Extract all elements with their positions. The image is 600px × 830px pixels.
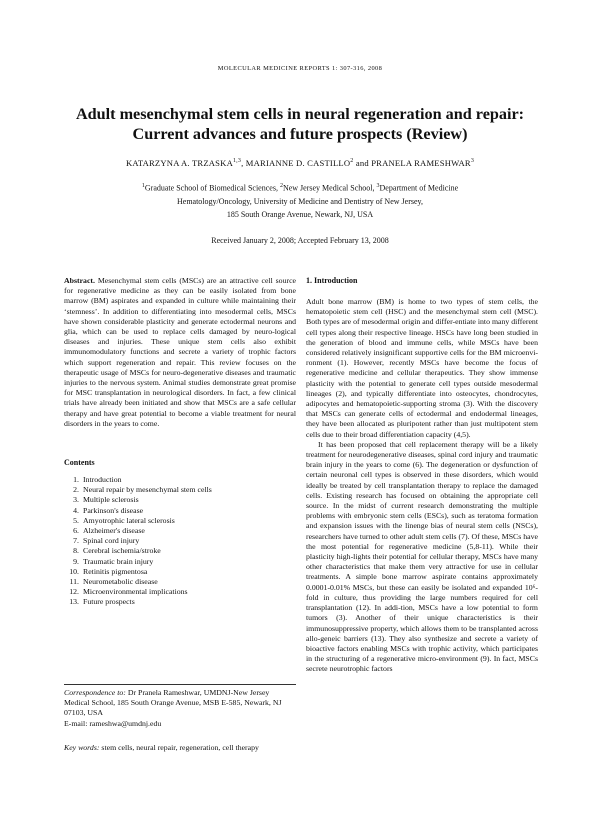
contents-item-label: Retinitis pigmentosa <box>83 566 148 576</box>
contents-item-number: 10. <box>69 566 79 576</box>
author-list: KATARZYNA A. TRZASKA$^{1,3}$, MARIANNE D. CASTILLO$^2$ and PRANELA RAMESHWAR$^3$ <box>125 158 475 168</box>
keywords-text: stem cells, neural repair, regeneration, cell therapy <box>101 743 259 752</box>
introduction-body <box>306 297 538 675</box>
contents-item-label: Spinal cord injury <box>83 536 140 546</box>
correspondence <box>64 688 296 729</box>
contents-item-label: Introduction <box>83 475 122 484</box>
contents-item-label: Multiple sclerosis <box>83 495 139 505</box>
abstract <box>64 276 296 429</box>
correspondence-email: E-mail: rameshwa@umdnj.edu <box>64 718 162 728</box>
contents-item <box>67 546 287 556</box>
contents-item <box>67 536 287 546</box>
contents-item <box>67 506 287 516</box>
contents-item <box>67 567 287 577</box>
contents-item <box>67 577 287 587</box>
introduction-heading: 1. Introduction <box>306 276 358 285</box>
contents-item-number: 3. <box>73 495 79 505</box>
contents-item <box>67 587 287 597</box>
contents-item-label: Cerebral ischemia/stroke <box>83 546 161 556</box>
contents-item <box>67 495 287 505</box>
contents-item-number: 5. <box>73 515 79 525</box>
abstract-text: Mesenchymal stem cells (MSCs) are an attractive cell source for regenerative medicine as they can be easily isolated from bone marrow (BM) aspirates and expanded in culture while maintaining their ‘stemness’. In addition to differentiating into mesodermal cells, MSCs have shown considerable plasticity and generate ectodermal neurons and glia, which can be used to replace cells damaged by neuro-logical diseases and injuries. These unique stem cells also exhibit immunomodulatory functions and secrete a variety of trophic factors which support regeneration and repair. This review focuses on the therapeutic usage of MSCs for neuro-degenerative diseases and traumatic injuries to the nervous system. Animal studies demonstrate great promise for MSC transplantation in neurological disorders. In fact, a few clinical trials have already been initiated and show that MSCs are a safe cellular therapy and have great potential to become a viable treatment for neural disorders in the years to come. <box>64 276 296 428</box>
paragraph: Adult bone marrow (BM) is home to two types of stem cells, the hematopoietic stem cell (HSC) and the mesenchymal stem cell (MSC). Both types are of mesodermal origin and differ-entiate into many different cell types along their respective lineage. HSCs have long been studied in the generation of blood and immune cells, while MSCs have been considered relatively insignificant supportive cells for the BM microenvi-ronment (1). However, recently MSCs have become the focus of regenerative medicine and cellular therapeutics. They show immense plasticity with the potential to generate cell types outside mesodermal lineages (2), and typically differentiate into osteocytes, chondrocytes, adipocytes and hematopoietic-supporting stroma (3). With the discovery that MSCs can generate cells of ectodermal and endodermal lineages, they have been allocated as pluripotent rather than just multipotent stem cells due to their broad differentiation capacity (4,5). <box>306 297 538 439</box>
running-head: MOLECULAR MEDICINE REPORTS 1: 307-316, 2008 <box>217 65 383 72</box>
paragraph: It has been proposed that cell replacement therapy will be a likely treatment for neurodegenerative diseases, spinal cord injury and traumatic brain injury in the years to come (6). The degeneration or dysfunction of certain neuronal cell types is observed in these disorders, which would ideally be treated by cell transplantation therapy to replace the damaged cells. Existing research has focused on obtaining the appropriate cell source. In the midst of current research demonstrating the multiple problems with embryonic stem cells (ESCs), such as teratoma formation and expansion issues with the linenge bias of neural stem cells (NSCs), researchers have turned to other adult stem cells (7). Of these, MSCs have the most potential for regenerative medicine (5,8-11). While their plasticity high-lights their potential for cellular therapy, MSCs have many other characteristics that make them very attractive for use in cellular treatments. A simple bone marrow aspirate contains approximately 0.0001-0.01% MSCs, but these can easily be isolated and expanded 10⁶-fold in culture, thus providing the large numbers required for cell transplantation (12). In addi-tion, MSCs have a low potential to form tumors (3). Another of their unique characteristics is their immunosuppressive property, which allows them to be transplanted across allo-geneic barriers (13). They also synthesize and secrete a variety of bioactive factors enabling MSCs with trophic activity, which participates in the structuring of a regenerative micro-environment (9). In fact, MSCs secrete neurotrophic factors <box>306 439 538 674</box>
contents-item-label: Neural repair by mesenchymal stem cells <box>83 485 212 495</box>
contents-item-number: 12. <box>69 587 79 597</box>
correspondence-label: Correspondence to: <box>64 688 126 697</box>
contents-item-number: 13. <box>69 597 79 607</box>
contents-item-number: 7. <box>73 536 79 546</box>
contents-item-number: 9. <box>73 556 79 566</box>
contents-item-number: 2. <box>73 485 79 495</box>
affiliations <box>80 180 520 221</box>
contents-item-number: 6. <box>73 526 79 536</box>
contents-heading: Contents <box>64 458 95 467</box>
contents-item <box>67 597 287 607</box>
contents-item-number: 11. <box>69 577 79 587</box>
contents-item-label: Microenvironmental implications <box>83 587 188 597</box>
contents-item-label: Neurometabolic disease <box>83 577 158 587</box>
contents-item-number: 1. <box>73 475 79 484</box>
contents-item <box>67 475 287 485</box>
contents-item-label: Parkinson's disease <box>83 505 144 515</box>
footnote-divider <box>64 684 296 685</box>
contents-item <box>67 485 287 495</box>
contents-item-label: Amyotrophic lateral sclerosis <box>83 515 175 525</box>
keywords-label: Key words: <box>64 743 100 752</box>
contents-item-number: 4. <box>73 505 79 515</box>
abstract-label: Abstract. <box>64 276 95 285</box>
contents-list <box>67 475 287 608</box>
contents-item <box>67 526 287 536</box>
affiliation-line: 185 South Orange Avenue, Newark, NJ, USA <box>226 209 374 219</box>
received-dates: Received January 2, 2008; Accepted February 13, 2008 <box>211 236 389 245</box>
keywords <box>64 743 296 753</box>
correspondence-text: Dr Pranela Rameshwar, UMDNJ-New Jersey Medical School, 185 South Orange Avenue, MSB E-585, Newark, NJ 07103, USA <box>64 688 282 718</box>
affiliation-line: Hematology/Oncology, University of Medicine and Dentistry of New Jersey, <box>176 196 423 206</box>
contents-item-number: 8. <box>73 546 79 556</box>
article-title: Adult mesenchymal stem cells in neural regeneration and repair: Current advances and future prospects (Review) <box>75 105 525 143</box>
contents-item-label: Traumatic brain injury <box>83 556 154 566</box>
affiliation-line: $^1$Graduate School of Biomedical Sciences, $^2$New Jersey Medical School, $^3$Department of Medicine <box>141 183 459 193</box>
contents-item <box>67 557 287 567</box>
contents-item-label: Future prospects <box>83 597 135 607</box>
contents-item-label: Alzheimer's disease <box>83 526 145 536</box>
contents-item <box>67 516 287 526</box>
